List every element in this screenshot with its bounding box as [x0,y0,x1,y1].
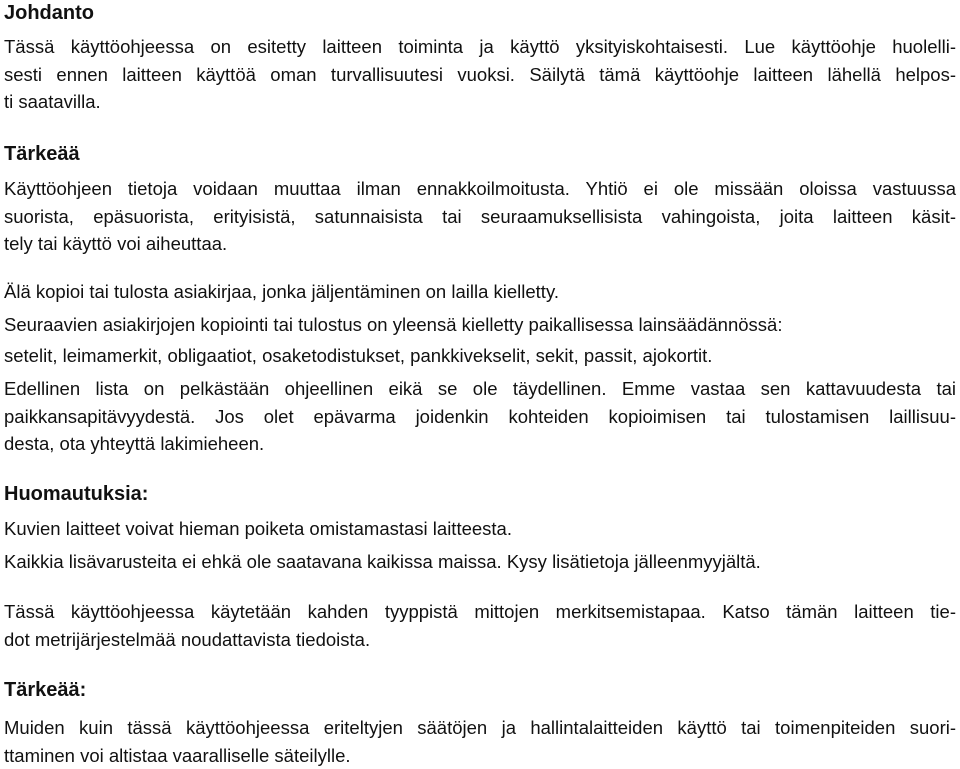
notes-p3-line: dot metrijärjestelmää noudattavista tiedoista. [4,628,371,650]
important-p5-line: Edellinen lista on pelkästään ohjeellinen eikä se ole täydellinen. Emme vastaa sen kattavuudesta tai [4,378,956,399]
section-heading-johdanto: Johdanto [4,2,94,24]
important-p5-line: desta, ota yhteyttä lakimieheen. [4,433,265,454]
section-heading-huomautuksia: Huomautuksia: [4,483,149,505]
intro-line: ti saatavilla. [4,91,101,112]
notes-p3-line: Tässä käyttöohjeessa käytetään kahden tyyppistä mittojen merkitsemistapaa. Katso tämän laitteen tie- [4,601,956,622]
intro-line: sesti ennen laitteen käyttöä oman turvallisuutesi vuoksi. Säilytä tämä käyttöohje laitteen lähellä helpos- [4,63,956,85]
important-paragraph-1 [4,175,956,258]
notes-paragraph-3 [4,598,956,653]
important2-p1-line: Muiden kuin tässä käyttöohjeessa eriteltyjen säätöjen ja hallintalaitteiden käyttö tai toimenpiteiden suori- [4,717,956,738]
section-heading-tarkeaa-2: Tärkeää: [4,679,87,701]
important-paragraph-3: Seuraavien asiakirjojen kopiointi tai tulostus on yleensä kielletty paikallisessa lainsäädännössä: [4,314,783,335]
important-paragraph-2: Älä kopioi tai tulosta asiakirjaa, jonka jäljentäminen on lailla kielletty. [4,281,559,302]
important2-p1-line: ttaminen voi altistaa vaaralliselle säteilylle. [4,744,351,766]
section-heading-tarkeaa: Tärkeää [4,143,80,165]
notes-paragraph-2: Kaikkia lisävarusteita ei ehkä ole saatavana kaikissa maissa. Kysy lisätietoja jälleenmyyjältä. [4,551,761,572]
intro-line: Tässä käyttöohjeessa on esitetty laitteen toiminta ja käyttö yksityiskohtaisesti. Lue käyttöohje huolelli- [4,36,956,57]
important-p1-line: Käyttöohjeen tietoja voidaan muuttaa ilman ennakkoilmoitusta. Yhtiö ei ole missään oloissa vastuussa [4,178,956,199]
important-paragraph-5 [4,375,956,458]
important-p5-line: paikkansapitävyydestä. Jos olet epävarma joidenkin kohteiden kopioimisen tai tulostamisen laillisuu- [4,405,956,427]
important-p1-line: suorista, epäsuorista, erityisistä, satunnaisista tai seuraamuksellisista vahingoista, joita laitteen käsit- [4,205,956,227]
important-paragraph-4: setelit, leimamerkit, obligaatiot, osaketodistukset, pankkivekselit, sekit, passit, ajokortit. [4,345,713,366]
important-p1-line: tely tai käyttö voi aiheuttaa. [4,233,228,254]
important2-paragraph-1 [4,714,956,769]
intro-paragraph [4,33,956,116]
notes-paragraph-1: Kuvien laitteet voivat hieman poiketa omistamastasi laitteesta. [4,518,512,539]
